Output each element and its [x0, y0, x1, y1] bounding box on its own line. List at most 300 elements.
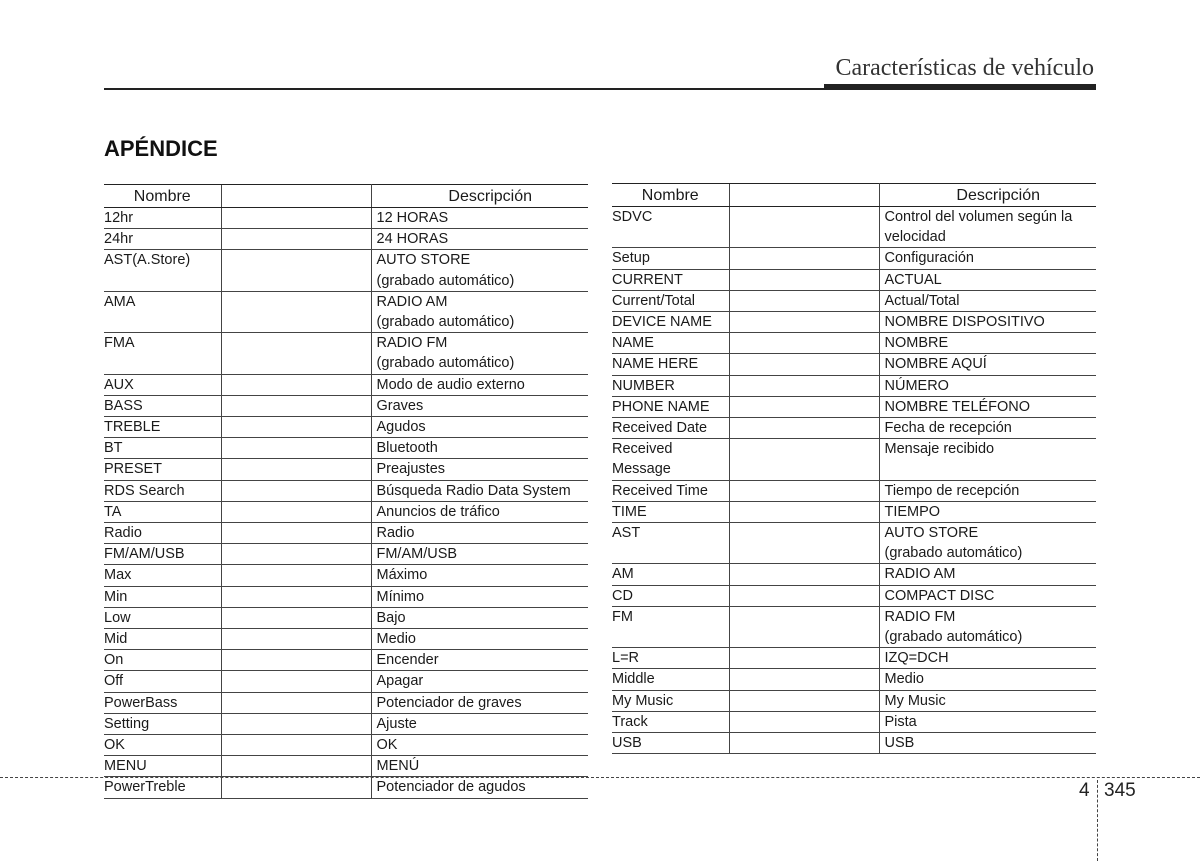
term-description-line: NOMBRE AQUÍ	[884, 356, 987, 373]
term-name	[612, 711, 729, 732]
table-header-row	[104, 185, 588, 208]
table-row	[104, 291, 588, 332]
term-description-line: (grabado automático)	[884, 629, 1023, 646]
term-description-line: TIEMPO	[884, 503, 941, 520]
term-name	[104, 459, 221, 480]
table-row	[612, 648, 1096, 669]
term-name-line: USB	[612, 735, 642, 752]
term-name	[612, 290, 729, 311]
term-description-line: (grabado automático)	[884, 545, 1023, 562]
term-name	[612, 248, 729, 269]
spacer-cell	[729, 312, 879, 333]
table-row	[612, 669, 1096, 690]
column-header-name: Nombre	[104, 185, 221, 208]
spacer-cell	[221, 438, 371, 459]
spacer-cell	[729, 418, 879, 439]
term-name	[612, 396, 729, 417]
term-name	[104, 395, 221, 416]
spacer-cell	[221, 229, 371, 250]
term-description-line: Búsqueda Radio Data System	[376, 482, 571, 499]
glossary-table-left	[104, 184, 588, 799]
term-description	[879, 290, 1096, 311]
term-name-line: AST(A.Store)	[104, 252, 191, 269]
spacer-cell	[221, 586, 371, 607]
term-description-line: Medio	[884, 671, 924, 688]
term-description-line: IZQ=DCH	[884, 650, 949, 667]
term-description-line: Apagar	[376, 673, 424, 690]
term-name-line: Mid	[104, 631, 128, 648]
page-chapter: 4	[1079, 780, 1090, 801]
term-name	[104, 544, 221, 565]
table-row	[612, 354, 1096, 375]
term-name-line: On	[104, 652, 124, 669]
table-row	[612, 269, 1096, 290]
table-row	[612, 290, 1096, 311]
term-description-line: Agudos	[376, 419, 426, 436]
column-header-spacer	[729, 184, 879, 207]
spacer-cell	[729, 248, 879, 269]
glossary-table-right	[612, 183, 1096, 754]
term-description-line: COMPACT DISC	[884, 587, 995, 604]
table-row	[612, 501, 1096, 522]
spacer-cell	[221, 650, 371, 671]
term-description	[371, 417, 588, 438]
term-name-line: FMA	[104, 335, 135, 352]
term-name-line: TREBLE	[104, 419, 161, 436]
term-description	[371, 713, 588, 734]
term-name	[612, 648, 729, 669]
term-description	[371, 459, 588, 480]
term-name	[104, 756, 221, 777]
term-name-line: 24hr	[104, 231, 134, 248]
section-title: APÉNDICE	[104, 136, 218, 161]
term-description-line: velocidad	[884, 229, 946, 246]
term-name	[104, 692, 221, 713]
term-description	[879, 733, 1096, 754]
table-row	[104, 544, 588, 565]
term-description	[879, 648, 1096, 669]
table-row	[104, 629, 588, 650]
term-description-line: My Music	[884, 692, 946, 709]
term-description	[879, 690, 1096, 711]
term-name-line: My Music	[612, 692, 674, 709]
term-description	[879, 480, 1096, 501]
term-name-line: Setting	[104, 715, 150, 732]
term-description	[879, 439, 1096, 480]
term-description-line: AUTO STORE	[884, 525, 979, 542]
spacer-cell	[729, 354, 879, 375]
table-row	[612, 439, 1096, 480]
term-description	[371, 250, 588, 291]
term-name	[104, 523, 221, 544]
column-header-description: Descripción	[879, 184, 1096, 207]
term-name	[612, 669, 729, 690]
term-description-line: (grabado automático)	[376, 272, 515, 289]
table-row	[612, 733, 1096, 754]
term-name-line: Min	[104, 588, 128, 605]
term-description-line: AUTO STORE	[376, 252, 471, 269]
term-name-line: DEVICE NAME	[612, 314, 712, 331]
term-name	[104, 777, 221, 798]
term-description-line: NOMBRE	[884, 335, 949, 352]
term-description	[879, 333, 1096, 354]
spacer-cell	[221, 523, 371, 544]
term-name-line: PHONE NAME	[612, 398, 710, 415]
term-description-line: RADIO FM	[884, 608, 956, 625]
spacer-cell	[221, 291, 371, 332]
term-description	[879, 606, 1096, 647]
term-description-line: NOMBRE TELÉFONO	[884, 398, 1031, 415]
spacer-cell	[221, 756, 371, 777]
term-description-line: Mínimo	[376, 588, 425, 605]
term-description	[371, 629, 588, 650]
table-row	[612, 418, 1096, 439]
spacer-cell	[729, 290, 879, 311]
table-row	[612, 564, 1096, 585]
term-description-line: Configuración	[884, 250, 974, 267]
term-name	[104, 735, 221, 756]
table-row	[104, 692, 588, 713]
term-description-line: Máximo	[376, 567, 428, 584]
spacer-cell	[729, 648, 879, 669]
term-name	[612, 585, 729, 606]
term-description	[879, 354, 1096, 375]
term-name-line: FM/AM/USB	[104, 546, 185, 563]
term-name-line: TA	[104, 503, 122, 520]
term-name	[612, 733, 729, 754]
term-name	[104, 650, 221, 671]
term-name	[104, 374, 221, 395]
table-row	[612, 396, 1096, 417]
term-description	[879, 564, 1096, 585]
term-name	[104, 501, 221, 522]
spacer-cell	[729, 269, 879, 290]
term-description-line: RADIO AM	[376, 293, 448, 310]
spacer-cell	[221, 607, 371, 628]
term-name-line: AUX	[104, 376, 134, 393]
term-name-line: SDVC	[612, 209, 653, 225]
term-description-line: (grabado automático)	[376, 355, 515, 372]
term-description-line: Graves	[376, 397, 424, 414]
header-title: Características de vehículo	[835, 55, 1094, 81]
spacer-cell	[221, 713, 371, 734]
term-name	[104, 607, 221, 628]
term-name-line: Received	[612, 441, 673, 458]
spacer-cell	[729, 711, 879, 732]
column-header-spacer	[221, 185, 371, 208]
term-name	[612, 418, 729, 439]
spacer-cell	[729, 585, 879, 606]
term-name-line: NAME HERE	[612, 356, 699, 373]
term-name-line: AST	[612, 525, 641, 542]
term-name-line: MENU	[104, 758, 147, 775]
term-name-line: PowerBass	[104, 694, 178, 711]
footer-divider	[0, 777, 1200, 778]
spacer-cell	[729, 333, 879, 354]
table-row	[104, 586, 588, 607]
term-name	[104, 586, 221, 607]
term-description-line: Bluetooth	[376, 440, 438, 457]
term-name	[612, 480, 729, 501]
term-description-line: Actual/Total	[884, 292, 960, 309]
term-name-line: BASS	[104, 397, 143, 414]
table-row	[612, 248, 1096, 269]
table-row	[104, 459, 588, 480]
term-name	[104, 565, 221, 586]
page-number: 345	[1104, 780, 1136, 801]
term-name-line: CD	[612, 587, 633, 604]
table-row	[104, 777, 588, 798]
term-name-line: TIME	[612, 503, 647, 520]
term-name	[612, 690, 729, 711]
term-description-line: Ajuste	[376, 715, 417, 732]
term-description-line: OK	[376, 737, 398, 754]
term-description	[371, 333, 588, 374]
term-name-line: OK	[104, 737, 125, 754]
table-row	[104, 480, 588, 501]
term-description	[371, 671, 588, 692]
term-name	[104, 250, 221, 291]
term-description-line: Control del volumen según la	[884, 209, 1073, 225]
term-name-line: NUMBER	[612, 377, 675, 394]
term-name	[612, 564, 729, 585]
term-name-line: Radio	[104, 525, 142, 542]
term-description	[371, 229, 588, 250]
term-name	[104, 480, 221, 501]
term-description	[371, 650, 588, 671]
table-row	[104, 650, 588, 671]
term-name	[104, 417, 221, 438]
spacer-cell	[221, 629, 371, 650]
term-description	[371, 756, 588, 777]
spacer-cell	[221, 480, 371, 501]
term-description	[879, 396, 1096, 417]
term-description	[371, 480, 588, 501]
term-description	[371, 523, 588, 544]
term-name	[612, 269, 729, 290]
spacer-cell	[729, 523, 879, 564]
term-description	[879, 669, 1096, 690]
footer-page-divider	[1097, 780, 1098, 861]
glossary-body-right	[612, 207, 1096, 754]
term-name	[104, 229, 221, 250]
table-row	[104, 395, 588, 416]
term-name	[612, 312, 729, 333]
term-description	[371, 291, 588, 332]
term-description-line: USB	[884, 735, 915, 752]
term-name-line: CURRENT	[612, 271, 683, 288]
term-description-line: Modo de audio externo	[376, 376, 525, 393]
term-description	[371, 777, 588, 798]
spacer-cell	[729, 396, 879, 417]
spacer-cell	[729, 564, 879, 585]
term-description	[879, 248, 1096, 269]
table-row	[612, 711, 1096, 732]
term-description	[371, 438, 588, 459]
term-name-line: NAME	[612, 335, 654, 352]
term-description-line: Bajo	[376, 609, 406, 626]
table-row	[104, 417, 588, 438]
term-description-line: FM/AM/USB	[376, 546, 458, 563]
term-name	[104, 438, 221, 459]
spacer-cell	[729, 669, 879, 690]
term-name	[104, 671, 221, 692]
spacer-cell	[221, 692, 371, 713]
spacer-cell	[221, 735, 371, 756]
table-row	[612, 585, 1096, 606]
term-name-line: BT	[104, 440, 123, 457]
term-name	[612, 207, 729, 248]
term-description-line: Radio	[376, 525, 415, 542]
table-row	[104, 208, 588, 229]
spacer-cell	[221, 501, 371, 522]
term-name	[104, 333, 221, 374]
term-name	[612, 439, 729, 480]
spacer-cell	[221, 671, 371, 692]
header-rule-accent	[824, 84, 1096, 90]
table-row	[612, 523, 1096, 564]
term-description-line: Medio	[376, 631, 416, 648]
spacer-cell	[221, 250, 371, 291]
table-row	[612, 480, 1096, 501]
term-description-line: (grabado automático)	[376, 314, 515, 331]
term-description-line: Potenciador de agudos	[376, 779, 526, 796]
spacer-cell	[729, 606, 879, 647]
term-name	[104, 713, 221, 734]
table-row	[104, 229, 588, 250]
term-name-line: Max	[104, 567, 132, 584]
table-row	[104, 713, 588, 734]
term-description	[371, 208, 588, 229]
term-description-line: 12 HORAS	[376, 210, 449, 226]
term-description	[371, 735, 588, 756]
term-name-line: AM	[612, 566, 634, 583]
term-name-line: Off	[104, 673, 124, 690]
table-header-row	[612, 184, 1096, 207]
term-name-line: Current/Total	[612, 292, 696, 309]
column-header-name: Nombre	[612, 184, 729, 207]
table-row	[104, 671, 588, 692]
term-name-line: RDS Search	[104, 482, 185, 499]
spacer-cell	[221, 417, 371, 438]
term-name	[612, 333, 729, 354]
spacer-cell	[221, 333, 371, 374]
term-description-line: Anuncios de tráfico	[376, 503, 500, 520]
term-name-line: Track	[612, 713, 648, 730]
term-description	[879, 501, 1096, 522]
term-description-line: Encender	[376, 652, 439, 669]
term-description-line: RADIO AM	[884, 566, 956, 583]
term-description	[371, 692, 588, 713]
term-description-line: MENÚ	[376, 758, 420, 775]
term-description-line: Pista	[884, 713, 917, 730]
term-description-line: NOMBRE DISPOSITIVO	[884, 314, 1045, 331]
table-row	[104, 607, 588, 628]
term-description	[371, 544, 588, 565]
column-header-description: Descripción	[371, 185, 588, 208]
spacer-cell	[221, 459, 371, 480]
term-name-line: PowerTreble	[104, 779, 186, 796]
glossary-body-left	[104, 208, 588, 799]
term-description	[879, 312, 1096, 333]
table-row	[104, 333, 588, 374]
table-row	[612, 333, 1096, 354]
table-row	[612, 207, 1096, 248]
spacer-cell	[729, 207, 879, 248]
term-name-line: L=R	[612, 650, 640, 667]
spacer-cell	[729, 690, 879, 711]
term-name-line: FM	[612, 608, 633, 625]
table-row	[104, 438, 588, 459]
table-row	[104, 565, 588, 586]
term-name-line: Message	[612, 461, 671, 478]
spacer-cell	[221, 208, 371, 229]
spacer-cell	[729, 733, 879, 754]
term-name-line: Middle	[612, 671, 655, 688]
table-row	[104, 501, 588, 522]
term-name	[612, 523, 729, 564]
term-name-line: PRESET	[104, 461, 163, 478]
term-description	[879, 711, 1096, 732]
spacer-cell	[729, 375, 879, 396]
term-description	[371, 374, 588, 395]
spacer-cell	[729, 501, 879, 522]
table-row	[612, 375, 1096, 396]
spacer-cell	[221, 544, 371, 565]
term-description	[371, 501, 588, 522]
term-description	[879, 375, 1096, 396]
table-row	[104, 756, 588, 777]
spacer-cell	[221, 565, 371, 586]
spacer-cell	[221, 395, 371, 416]
term-description-line: ACTUAL	[884, 271, 942, 288]
term-description	[879, 523, 1096, 564]
term-name-line: Setup	[612, 250, 650, 267]
term-name	[612, 375, 729, 396]
term-name	[612, 501, 729, 522]
term-description-line: Fecha de recepción	[884, 420, 1012, 437]
term-name-line: 12hr	[104, 210, 134, 226]
term-name-line: AMA	[104, 293, 136, 310]
term-description-line: RADIO FM	[376, 335, 448, 352]
table-row	[612, 606, 1096, 647]
term-description-line: NÚMERO	[884, 377, 949, 394]
term-description	[879, 585, 1096, 606]
table-row	[104, 735, 588, 756]
table-row	[612, 312, 1096, 333]
term-name	[104, 208, 221, 229]
table-row	[612, 690, 1096, 711]
term-description	[371, 395, 588, 416]
term-description	[879, 418, 1096, 439]
term-name-line: Low	[104, 609, 131, 626]
term-description	[879, 269, 1096, 290]
term-description	[879, 207, 1096, 248]
term-description-line: Tiempo de recepción	[884, 482, 1020, 499]
term-name	[104, 629, 221, 650]
term-description	[371, 565, 588, 586]
term-description	[371, 586, 588, 607]
spacer-cell	[221, 374, 371, 395]
table-row	[104, 250, 588, 291]
table-row	[104, 523, 588, 544]
spacer-cell	[221, 777, 371, 798]
term-description-line: Preajustes	[376, 461, 446, 478]
spacer-cell	[729, 439, 879, 480]
term-name-line: Received Date	[612, 420, 708, 437]
table-row	[104, 374, 588, 395]
term-name	[612, 354, 729, 375]
